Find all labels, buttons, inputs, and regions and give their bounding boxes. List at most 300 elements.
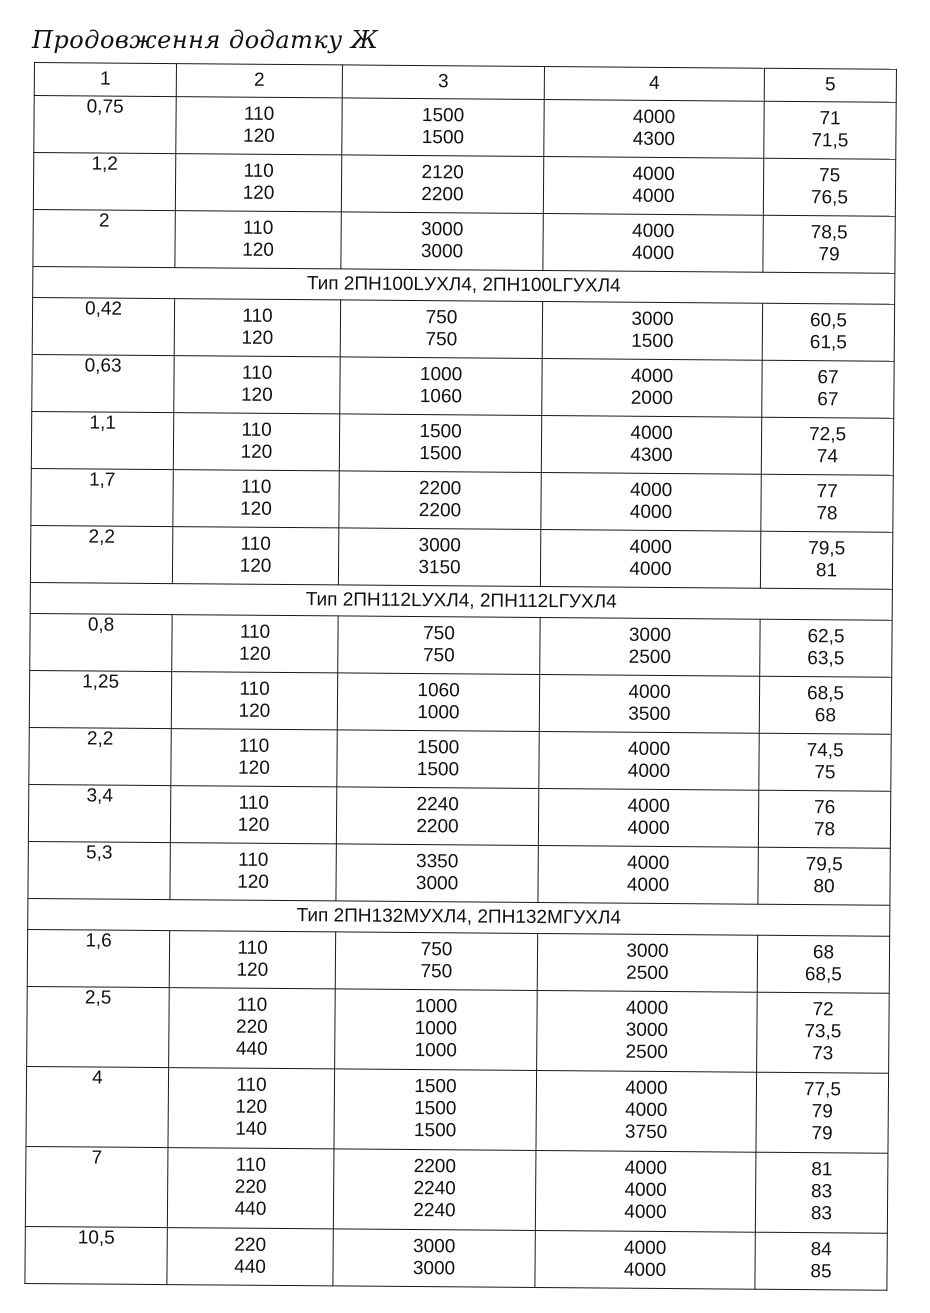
cell-value: 4000 — [627, 760, 671, 783]
cell-value: 440 — [234, 1198, 267, 1220]
cell-value: 4000 — [629, 501, 673, 524]
cell-value: 3000 — [418, 535, 461, 557]
cell-value: 68,5 — [804, 964, 842, 986]
cell-value: 74 — [816, 446, 839, 468]
cell-value: 79 — [811, 1123, 833, 1145]
value-cell-c2 — [168, 1068, 335, 1149]
cell-value: 79 — [811, 1101, 833, 1123]
value-cell-c5 — [761, 417, 893, 475]
cell-lines — [169, 1068, 335, 1145]
cell-value: 110 — [243, 160, 274, 182]
cell-lines — [168, 1148, 334, 1225]
value-cell-c4 — [541, 472, 761, 531]
value-cell-c5 — [760, 619, 892, 677]
cell-lines — [176, 154, 341, 209]
power-cell: 5,3 — [28, 841, 170, 899]
table-row — [25, 1226, 887, 1290]
cell-lines — [341, 300, 542, 356]
value-cell-c5 — [756, 1072, 889, 1153]
cell-value: 750 — [425, 329, 458, 351]
value-cell-c3 — [336, 787, 538, 846]
cell-value: 68,5 — [806, 683, 845, 705]
cell-value: 3500 — [628, 703, 671, 726]
cell-value: 74,5 — [806, 740, 844, 762]
section-title: Тип 2ПН100LУХЛ4, 2ПН100LГУХЛ4 — [33, 266, 895, 304]
cell-lines — [175, 211, 340, 266]
cell-lines — [543, 302, 762, 358]
value-cell-c5 — [761, 474, 893, 532]
value-cell-c2 — [171, 729, 337, 787]
cell-lines — [539, 789, 758, 845]
cell-lines — [342, 98, 543, 154]
data-table — [24, 62, 897, 1291]
cell-lines — [174, 413, 339, 468]
cell-value: 83 — [810, 1203, 833, 1225]
value-cell-c2 — [170, 843, 336, 901]
table-body — [25, 63, 897, 1291]
cell-value: 73 — [812, 1043, 834, 1065]
value-cell-c4 — [540, 617, 760, 676]
cell-lines — [540, 675, 759, 731]
cell-value: 2200 — [413, 1156, 457, 1178]
cell-value: 4000 — [632, 163, 675, 186]
cell-lines — [339, 471, 540, 527]
cell-lines — [763, 216, 894, 271]
cell-lines — [542, 416, 761, 472]
cell-value: 72 — [812, 999, 834, 1021]
column-header: 2 — [176, 64, 342, 98]
cell-lines — [169, 988, 335, 1065]
cell-lines — [173, 527, 338, 582]
cell-value: 120 — [238, 700, 271, 722]
value-cell-c5 — [757, 992, 890, 1073]
value-cell-c2 — [175, 154, 341, 212]
cell-value: 4000 — [627, 817, 670, 840]
cell-value: 67 — [817, 389, 839, 411]
cell-value: 750 — [422, 645, 455, 667]
cell-lines — [172, 615, 337, 670]
cell-value: 72,5 — [809, 424, 847, 446]
column-header: 1 — [34, 63, 176, 97]
cell-value: 120 — [242, 239, 274, 261]
power-cell: 7 — [25, 1146, 168, 1227]
cell-value: 4000 — [631, 242, 675, 265]
cell-lines — [761, 532, 892, 587]
cell-lines — [340, 414, 541, 470]
power-cell: 2,2 — [29, 727, 171, 785]
value-cell-c3 — [336, 844, 538, 903]
value-cell-c4 — [535, 1150, 756, 1232]
cell-value: 3000 — [420, 241, 464, 263]
column-header: 3 — [342, 65, 544, 100]
value-cell-c3 — [341, 212, 543, 271]
cell-value: 77 — [816, 481, 838, 503]
cell-lines — [755, 1233, 886, 1288]
power-cell: 1,25 — [29, 670, 171, 728]
value-cell-c2 — [172, 615, 338, 673]
cell-value: 110 — [238, 792, 269, 814]
cell-value: 1500 — [421, 105, 465, 127]
cell-value: 71,5 — [811, 130, 849, 152]
cell-value: 61,5 — [809, 332, 847, 354]
cell-lines — [541, 530, 760, 586]
cell-value: 4000 — [624, 1157, 668, 1180]
cell-value: 4000 — [625, 1099, 668, 1122]
power-cell: 10,5 — [25, 1226, 167, 1284]
cell-value: 3000 — [415, 873, 459, 895]
cell-value: 2120 — [421, 162, 464, 184]
cell-value: 4300 — [632, 128, 676, 151]
cell-value: 110 — [240, 476, 272, 498]
cell-value: 76,5 — [810, 187, 849, 209]
cell-lines — [759, 791, 890, 846]
cell-lines — [335, 1069, 537, 1147]
cell-lines — [537, 991, 757, 1069]
cell-lines — [338, 616, 539, 672]
cell-value: 62,5 — [807, 626, 845, 648]
value-cell-c5 — [759, 676, 891, 734]
cell-value: 3150 — [418, 557, 461, 579]
cell-lines — [336, 932, 537, 988]
cell-value: 3000 — [412, 1258, 456, 1280]
cell-lines — [761, 475, 892, 530]
table-row — [32, 354, 894, 418]
cell-lines — [333, 1229, 534, 1285]
cell-value: 2240 — [413, 1200, 456, 1222]
cell-lines — [757, 993, 889, 1070]
cell-value: 120 — [242, 125, 275, 147]
cell-value: 4000 — [627, 852, 670, 875]
value-cell-c2 — [176, 97, 342, 155]
power-cell: 1,6 — [27, 929, 169, 987]
cell-value: 120 — [241, 327, 274, 349]
cell-lines — [756, 1153, 888, 1230]
cell-value: 4000 — [632, 185, 675, 208]
table-row — [30, 525, 892, 589]
cell-value: 60,5 — [809, 310, 848, 332]
value-cell-c4 — [543, 214, 763, 273]
power-cell: 2,2 — [30, 525, 172, 583]
cell-lines — [756, 1073, 888, 1150]
cell-value: 2500 — [628, 646, 672, 669]
value-cell-c2 — [169, 931, 335, 989]
cell-lines — [764, 159, 895, 214]
cell-lines — [538, 846, 757, 902]
value-cell-c3 — [335, 989, 538, 1071]
cell-lines — [337, 787, 538, 843]
cell-lines — [171, 786, 336, 841]
value-cell-c3 — [339, 414, 541, 473]
cell-value: 4000 — [624, 1201, 667, 1224]
cell-value: 110 — [235, 1154, 267, 1176]
column-header: 4 — [544, 67, 764, 102]
value-cell-c4 — [544, 100, 764, 159]
cell-value: 3000 — [631, 308, 674, 331]
value-cell-c5 — [757, 935, 889, 993]
value-cell-c3 — [337, 673, 539, 732]
cell-value: 67 — [817, 367, 839, 389]
value-cell-c4 — [536, 1070, 757, 1152]
cell-value: 2200 — [418, 478, 462, 500]
table-row — [31, 468, 893, 532]
cell-value: 120 — [239, 555, 272, 577]
value-cell-c2 — [174, 299, 340, 357]
cell-lines — [759, 734, 890, 789]
cell-value: 4300 — [630, 444, 673, 467]
table-row — [25, 1146, 888, 1233]
cell-value: 750 — [423, 623, 455, 645]
cell-lines — [760, 677, 891, 732]
value-cell-c4 — [540, 529, 760, 588]
value-cell-c3 — [333, 1149, 536, 1231]
cell-lines — [176, 97, 341, 152]
value-cell-c3 — [335, 932, 537, 991]
cell-value: 76 — [814, 797, 836, 819]
cell-lines — [173, 470, 338, 525]
cell-value: 79,5 — [805, 854, 843, 876]
cell-value: 80 — [813, 876, 835, 898]
value-cell-c2 — [172, 527, 338, 585]
cell-value: 1500 — [631, 330, 674, 353]
table-row — [33, 153, 895, 217]
cell-value: 750 — [420, 961, 453, 983]
value-cell-c5 — [755, 1232, 887, 1290]
cell-lines — [539, 732, 758, 788]
power-cell: 3,4 — [28, 784, 170, 842]
cell-value: 4000 — [623, 1259, 667, 1282]
cell-lines — [338, 673, 539, 729]
power-cell: 2 — [33, 209, 175, 267]
cell-value: 220 — [235, 1016, 268, 1038]
cell-value: 110 — [240, 533, 271, 555]
value-cell-c3 — [340, 300, 542, 359]
value-cell-c4 — [538, 845, 758, 904]
cell-value: 1000 — [417, 702, 460, 724]
cell-value: 78 — [813, 819, 836, 841]
cell-value: 4000 — [626, 874, 670, 897]
cell-value: 4000 — [629, 479, 673, 502]
cell-value: 1060 — [419, 386, 463, 408]
cell-lines — [538, 934, 757, 990]
cell-lines — [172, 672, 337, 727]
cell-value: 140 — [235, 1118, 268, 1140]
value-cell-c3 — [334, 1069, 537, 1151]
power-cell: 0,75 — [34, 96, 176, 154]
cell-lines — [337, 730, 538, 786]
cell-value: 4000 — [625, 1077, 668, 1100]
cell-value: 750 — [420, 939, 453, 961]
table-row — [29, 670, 891, 734]
cell-lines — [334, 1149, 536, 1227]
cell-lines — [535, 1231, 754, 1287]
cell-value: 4000 — [627, 738, 671, 761]
cell-value: 4000 — [630, 422, 673, 445]
cell-value: 110 — [241, 362, 273, 384]
cell-value: 110 — [239, 678, 270, 700]
value-cell-c5 — [763, 158, 895, 216]
cell-value: 3000 — [412, 1236, 456, 1258]
value-cell-c2 — [167, 1148, 334, 1229]
value-cell-c5 — [758, 847, 890, 905]
cell-value: 750 — [425, 307, 458, 329]
cell-lines — [536, 1071, 756, 1149]
cell-value: 120 — [240, 498, 272, 520]
cell-value: 1000 — [419, 364, 463, 386]
cell-value: 1500 — [414, 1098, 457, 1120]
table-row — [27, 929, 889, 993]
column-header: 5 — [764, 68, 896, 102]
cell-value: 120 — [236, 959, 269, 981]
value-cell-c3 — [340, 357, 542, 416]
cell-lines — [764, 102, 895, 157]
value-cell-c3 — [333, 1229, 535, 1288]
cell-value: 2000 — [630, 387, 674, 410]
cell-value: 71 — [819, 108, 841, 130]
value-cell-c3 — [341, 155, 543, 214]
cell-lines — [171, 729, 336, 784]
power-cell: 0,42 — [32, 297, 174, 355]
value-cell-c4 — [541, 415, 761, 474]
cell-value: 73,5 — [804, 1021, 842, 1043]
value-cell-c3 — [337, 730, 539, 789]
value-cell-c4 — [535, 1230, 755, 1289]
cell-value: 1000 — [414, 1040, 457, 1062]
cell-lines — [175, 299, 340, 354]
cell-value: 4000 — [629, 536, 672, 559]
cell-value: 120 — [237, 871, 269, 893]
cell-value: 110 — [238, 735, 270, 757]
cell-value: 110 — [236, 994, 268, 1016]
cell-lines — [762, 361, 893, 416]
cell-lines — [339, 528, 540, 584]
table-row — [26, 1066, 889, 1153]
value-cell-c2 — [169, 988, 336, 1069]
cell-value: 120 — [240, 384, 273, 406]
value-cell-c3 — [338, 616, 540, 675]
cell-value: 110 — [237, 849, 269, 871]
cell-lines — [335, 989, 537, 1067]
power-cell: 1,1 — [31, 411, 173, 469]
value-cell-c4 — [537, 990, 758, 1072]
table-row — [29, 727, 891, 791]
cell-value: 110 — [242, 217, 274, 239]
power-cell: 4 — [26, 1066, 169, 1147]
value-cell-c3 — [338, 528, 540, 587]
cell-value: 84 — [810, 1239, 832, 1261]
table-row — [30, 613, 892, 677]
cell-value: 1500 — [416, 759, 460, 781]
value-cell-c4 — [542, 302, 762, 361]
table-row — [33, 209, 895, 273]
cell-lines — [544, 100, 763, 156]
value-cell-c2 — [170, 786, 336, 844]
cell-lines — [167, 1228, 332, 1283]
cell-value: 3000 — [625, 1019, 669, 1042]
cell-value: 78,5 — [810, 222, 848, 244]
cell-value: 110 — [242, 305, 273, 327]
cell-value: 3000 — [420, 219, 464, 241]
cell-value: 2200 — [416, 816, 459, 838]
cell-lines — [342, 155, 543, 211]
cell-value: 83 — [810, 1181, 833, 1203]
value-cell-c2 — [171, 672, 337, 730]
cell-value: 81 — [815, 560, 838, 582]
cell-value: 4000 — [630, 365, 674, 388]
section-title: Тип 2ПН132МУХЛ4, 2ПН132МГУХЛ4 — [28, 898, 890, 936]
value-cell-c2 — [173, 470, 339, 528]
cell-lines — [540, 618, 759, 674]
cell-value: 78 — [816, 503, 838, 525]
cell-value: 3350 — [416, 851, 459, 873]
power-cell: 0,8 — [30, 613, 172, 671]
cell-value: 4000 — [629, 558, 672, 581]
cell-value: 2200 — [418, 500, 462, 522]
cell-value: 220 — [234, 1234, 267, 1256]
cell-value: 220 — [234, 1176, 267, 1198]
cell-value: 440 — [235, 1038, 268, 1060]
value-cell-c5 — [755, 1152, 888, 1233]
cell-value: 2240 — [413, 1178, 456, 1200]
value-cell-c5 — [762, 303, 894, 361]
value-cell-c3 — [339, 471, 541, 530]
cell-value: 2500 — [625, 1041, 668, 1064]
value-cell-c5 — [762, 360, 894, 418]
value-cell-c4 — [539, 674, 759, 733]
cell-value: 2200 — [421, 184, 464, 206]
cell-value: 110 — [236, 1074, 267, 1096]
cell-value: 3000 — [626, 940, 669, 963]
cell-lines — [536, 1151, 756, 1229]
cell-value: 1060 — [417, 680, 460, 702]
cell-value: 2240 — [416, 794, 459, 816]
cell-value: 1500 — [414, 1076, 457, 1098]
cell-value: 110 — [243, 103, 275, 125]
cell-value: 4000 — [632, 106, 676, 129]
cell-value: 79,5 — [808, 538, 846, 560]
cell-value: 77,5 — [803, 1079, 842, 1101]
cell-lines — [341, 212, 542, 268]
value-cell-c4 — [537, 933, 757, 992]
cell-lines — [170, 931, 335, 986]
value-cell-c4 — [542, 359, 762, 418]
cell-value: 75 — [814, 762, 836, 784]
cell-value: 4000 — [624, 1179, 667, 1202]
table-caption: Продовження додатку Ж — [32, 26, 379, 54]
cell-value: 120 — [240, 441, 273, 463]
value-cell-c5 — [764, 101, 896, 159]
cell-lines — [758, 848, 889, 903]
table-row — [34, 96, 896, 160]
cell-value: 1500 — [419, 421, 462, 443]
cell-value: 4000 — [625, 997, 669, 1020]
table-row — [27, 986, 890, 1073]
cell-value: 85 — [810, 1261, 832, 1283]
cell-value: 120 — [238, 643, 271, 665]
cell-lines — [541, 473, 760, 529]
cell-value: 63,5 — [807, 648, 845, 670]
value-cell-c5 — [760, 531, 892, 589]
cell-lines — [762, 418, 893, 473]
table-row — [28, 841, 890, 905]
cell-value: 110 — [239, 621, 271, 643]
cell-value: 4000 — [627, 795, 670, 818]
cell-lines — [543, 214, 762, 270]
cell-value: 4000 — [631, 220, 675, 243]
cell-lines — [542, 359, 761, 415]
cell-lines — [340, 357, 541, 413]
cell-lines — [763, 304, 894, 359]
value-cell-c5 — [763, 215, 895, 273]
